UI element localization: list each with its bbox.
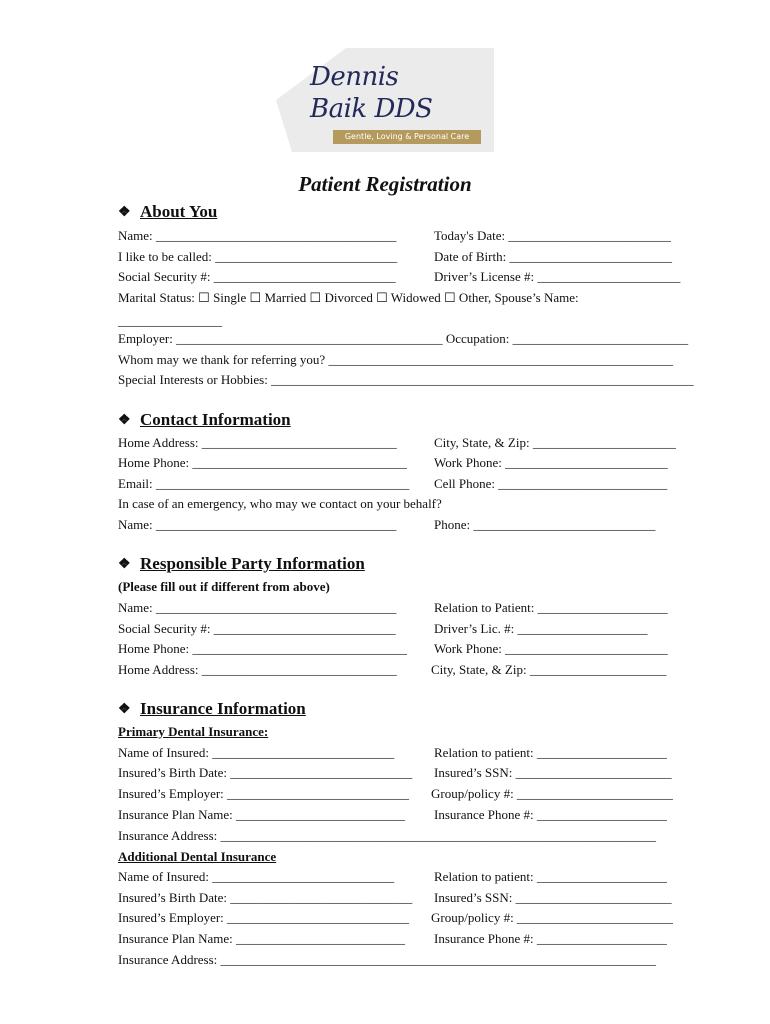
responsible-work-phone-field[interactable]: Work Phone: _________________________ [434,641,668,656]
about-license-field[interactable]: Driver’s License #: ______________________ [434,269,681,284]
about-spouse-name-field[interactable]: ________________ [118,313,222,328]
section-contact-heading [118,410,291,432]
section-about-title: About You [140,202,218,221]
contact-home-phone-field[interactable]: Home Phone: _________________________________ [118,455,407,470]
contact-home-address-field[interactable]: Home Address: ______________________________ [118,435,397,450]
primary-employer-field[interactable]: Insured’s Employer: ____________________________ [118,786,410,801]
section-about-heading [118,202,217,224]
section-responsible-heading [118,554,365,576]
logo-tagline: Gentle, Loving & Personal Care [333,130,481,144]
primary-group-field[interactable]: Group/policy #: ________________________ [431,786,673,801]
about-name-field[interactable]: Name: _____________________________________ [118,228,397,243]
responsible-home-phone-field[interactable]: Home Phone: _________________________________ [118,641,407,656]
about-marital-status[interactable]: Marital Status: ☐ Single ☐ Married ☐ Divorced ☐ Widowed ☐ Other, Spouse’s Name: [118,290,579,305]
primary-insurance-label: Primary Dental Insurance: [118,724,269,739]
about-referral-field[interactable]: Whom may we thank for referring you? _____________________________________________________ [118,352,673,367]
logo-name-line1: Dennis [310,62,399,92]
contact-work-phone-field[interactable]: Work Phone: _________________________ [434,455,668,470]
primary-ssn-field[interactable]: Insured’s SSN: ________________________ [434,765,672,780]
diamond-bullet-icon: ❖ [118,205,131,220]
about-called-field[interactable]: I like to be called: ____________________________ [118,249,398,264]
additional-insurance-label: Additional Dental Insurance [118,849,277,864]
section-contact-title: Contact Information [140,410,291,429]
responsible-ssn-field[interactable]: Social Security #: ____________________________ [118,621,396,636]
responsible-license-field[interactable]: Driver’s Lic. #: ____________________ [434,621,648,636]
primary-plan-name-field[interactable]: Insurance Plan Name: __________________________ [118,807,406,822]
about-todays-date-field[interactable]: Today's Date: _________________________ [434,228,671,243]
additional-insured-name-field[interactable]: Name of Insured: ____________________________ [118,869,395,884]
contact-emergency-name-field[interactable]: Name: _____________________________________ [118,517,397,532]
practice-logo [276,48,494,152]
additional-employer-field[interactable]: Insured’s Employer: ____________________________ [118,910,410,925]
additional-birth-date-field[interactable]: Insured’s Birth Date: ____________________________ [118,890,413,905]
contact-city-field[interactable]: City, State, & Zip: ______________________ [434,435,676,450]
diamond-bullet-icon: ❖ [118,702,131,717]
logo-name-line2: Baik DDS [310,94,433,124]
section-insurance-title: Insurance Information [140,699,306,718]
responsible-name-field[interactable]: Name: _____________________________________ [118,600,397,615]
about-interests-field[interactable]: Special Interests or Hobbies: _________________________________________________________________ [118,372,694,387]
about-dob-field[interactable]: Date of Birth: _________________________ [434,249,672,264]
contact-cell-phone-field[interactable]: Cell Phone: __________________________ [434,476,668,491]
page-title: Patient Registration [298,172,472,196]
responsible-note: (Please fill out if different from above) [118,579,330,594]
primary-relation-field[interactable]: Relation to patient: ____________________ [434,745,667,760]
primary-address-field[interactable]: Insurance Address: ___________________________________________________________________ [118,828,657,843]
responsible-city-field[interactable]: City, State, & Zip: _____________________ [431,662,667,677]
about-ssn-field[interactable]: Social Security #: ____________________________ [118,269,396,284]
primary-phone-field[interactable]: Insurance Phone #: ____________________ [434,807,667,822]
responsible-home-address-field[interactable]: Home Address: ______________________________ [118,662,397,677]
section-insurance-heading [118,699,306,721]
additional-group-field[interactable]: Group/policy #: ________________________ [431,910,673,925]
primary-birth-date-field[interactable]: Insured’s Birth Date: ____________________________ [118,765,413,780]
diamond-bullet-icon: ❖ [118,413,131,428]
contact-emergency-label: In case of an emergency, who may we contact on your behalf? [118,496,442,511]
additional-phone-field[interactable]: Insurance Phone #: ____________________ [434,931,667,946]
additional-address-field[interactable]: Insurance Address: ___________________________________________________________________ [118,952,657,967]
additional-relation-field[interactable]: Relation to patient: ____________________ [434,869,667,884]
contact-emergency-phone-field[interactable]: Phone: ____________________________ [434,517,656,532]
primary-insured-name-field[interactable]: Name of Insured: ____________________________ [118,745,395,760]
contact-email-field[interactable]: Email: _______________________________________ [118,476,410,491]
responsible-relation-field[interactable]: Relation to Patient: ____________________ [434,600,668,615]
about-employer-field[interactable]: Employer: _________________________________________ Occupation: ___________________________ [118,331,689,346]
additional-ssn-field[interactable]: Insured’s SSN: ________________________ [434,890,672,905]
section-responsible-title: Responsible Party Information [140,554,365,573]
additional-plan-name-field[interactable]: Insurance Plan Name: __________________________ [118,931,406,946]
diamond-bullet-icon: ❖ [118,557,131,572]
